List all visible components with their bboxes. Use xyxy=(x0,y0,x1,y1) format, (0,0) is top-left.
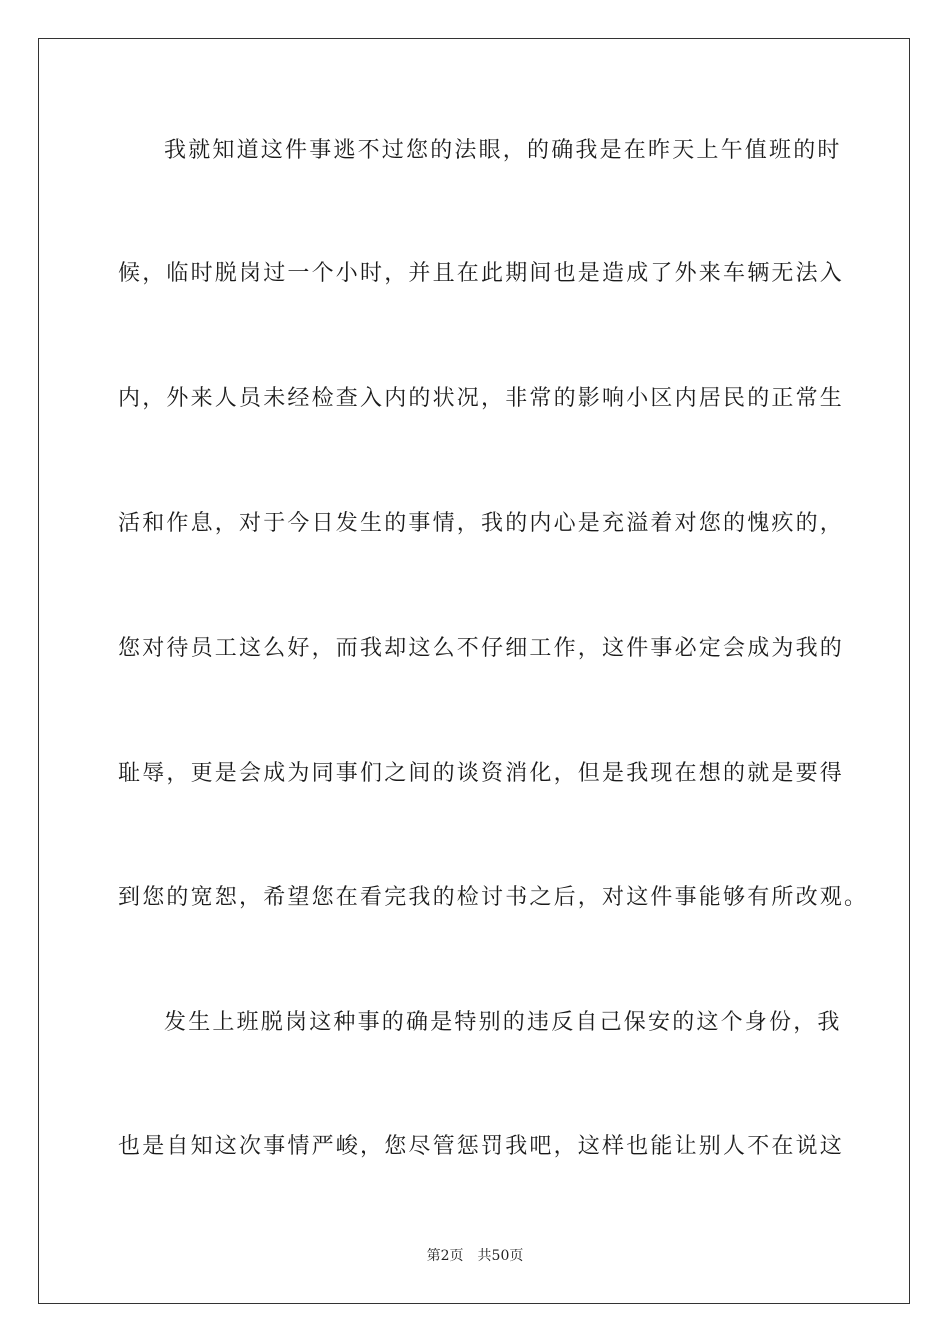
page-footer xyxy=(0,1247,950,1265)
paragraph-2-line-1: 发生上班脱岗这种事的确是特别的违反自己保安的这个身份，我 xyxy=(164,1010,842,1035)
page-frame xyxy=(38,38,910,1304)
paragraph-1-line-3: 内，外来人员未经检查入内的状况，非常的影响小区内居民的正常生 xyxy=(118,386,845,411)
paragraph-1-line-2: 候，临时脱岗过一个小时，并且在此期间也是造成了外来车辆无法入 xyxy=(118,261,845,286)
page-number: 第2页 xyxy=(426,1248,464,1264)
paragraph-2-line-2: 也是自知这次事情严峻，您尽管惩罚我吧，这样也能让别人不在说这 xyxy=(118,1134,845,1159)
page-total: 共50页 xyxy=(477,1248,524,1264)
paragraph-1-line-1: 我就知道这件事逃不过您的法眼，的确我是在昨天上午值班的时 xyxy=(164,138,842,163)
paragraph-1-line-5: 您对待员工这么好，而我却这么不仔细工作，这件事必定会成为我的 xyxy=(118,636,845,661)
paragraph-1-line-7: 到您的宽恕，希望您在看完我的检讨书之后，对这件事能够有所改观。 xyxy=(118,885,869,910)
paragraph-1-line-6: 耻辱，更是会成为同事们之间的谈资消化，但是我现在想的就是要得 xyxy=(118,761,845,786)
paragraph-1-line-4: 活和作息，对于今日发生的事情，我的内心是充溢着对您的愧疚的， xyxy=(118,511,845,536)
